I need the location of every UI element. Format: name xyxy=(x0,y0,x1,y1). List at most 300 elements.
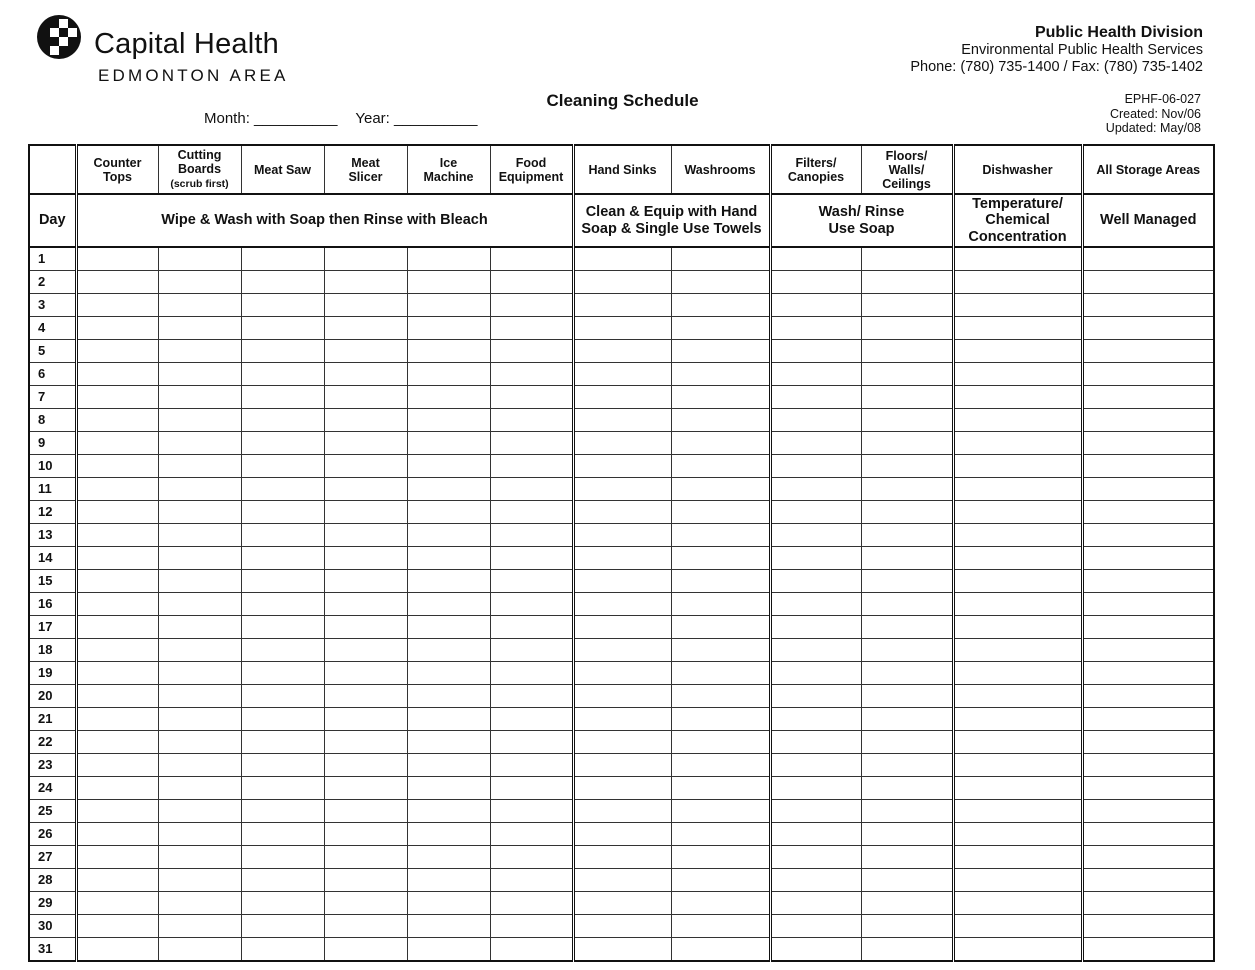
schedule-cell[interactable] xyxy=(241,846,324,869)
schedule-cell[interactable] xyxy=(573,593,671,616)
schedule-cell[interactable] xyxy=(671,386,770,409)
year-field[interactable]: Year: __________ xyxy=(355,110,478,127)
schedule-cell[interactable] xyxy=(324,455,407,478)
schedule-cell[interactable] xyxy=(671,271,770,294)
schedule-cell[interactable] xyxy=(770,754,861,777)
schedule-cell[interactable] xyxy=(671,869,770,892)
schedule-cell[interactable] xyxy=(76,247,158,271)
schedule-cell[interactable] xyxy=(671,777,770,800)
schedule-cell[interactable] xyxy=(76,869,158,892)
schedule-cell[interactable] xyxy=(1082,685,1214,708)
schedule-cell[interactable] xyxy=(407,455,490,478)
schedule-cell[interactable] xyxy=(861,501,953,524)
schedule-cell[interactable] xyxy=(1082,800,1214,823)
schedule-cell[interactable] xyxy=(573,777,671,800)
schedule-cell[interactable] xyxy=(573,639,671,662)
schedule-cell[interactable] xyxy=(953,731,1082,754)
schedule-cell[interactable] xyxy=(671,501,770,524)
schedule-cell[interactable] xyxy=(76,547,158,570)
schedule-cell[interactable] xyxy=(324,593,407,616)
schedule-cell[interactable] xyxy=(76,800,158,823)
schedule-cell[interactable] xyxy=(671,363,770,386)
schedule-cell[interactable] xyxy=(76,409,158,432)
schedule-cell[interactable] xyxy=(573,317,671,340)
schedule-cell[interactable] xyxy=(671,524,770,547)
schedule-cell[interactable] xyxy=(1082,823,1214,846)
schedule-cell[interactable] xyxy=(1082,247,1214,271)
schedule-cell[interactable] xyxy=(770,455,861,478)
schedule-cell[interactable] xyxy=(671,593,770,616)
schedule-cell[interactable] xyxy=(861,409,953,432)
schedule-cell[interactable] xyxy=(407,800,490,823)
schedule-cell[interactable] xyxy=(241,823,324,846)
schedule-cell[interactable] xyxy=(241,409,324,432)
schedule-cell[interactable] xyxy=(407,363,490,386)
schedule-cell[interactable] xyxy=(158,478,241,501)
schedule-cell[interactable] xyxy=(241,570,324,593)
schedule-cell[interactable] xyxy=(770,501,861,524)
schedule-cell[interactable] xyxy=(1082,777,1214,800)
schedule-cell[interactable] xyxy=(158,409,241,432)
schedule-cell[interactable] xyxy=(953,317,1082,340)
schedule-cell[interactable] xyxy=(573,363,671,386)
schedule-cell[interactable] xyxy=(490,938,573,962)
schedule-cell[interactable] xyxy=(770,570,861,593)
schedule-cell[interactable] xyxy=(490,386,573,409)
schedule-cell[interactable] xyxy=(671,754,770,777)
schedule-cell[interactable] xyxy=(861,317,953,340)
schedule-cell[interactable] xyxy=(407,247,490,271)
schedule-cell[interactable] xyxy=(671,478,770,501)
schedule-cell[interactable] xyxy=(490,639,573,662)
schedule-cell[interactable] xyxy=(76,363,158,386)
schedule-cell[interactable] xyxy=(573,386,671,409)
schedule-cell[interactable] xyxy=(1082,409,1214,432)
schedule-cell[interactable] xyxy=(573,662,671,685)
schedule-cell[interactable] xyxy=(1082,639,1214,662)
schedule-cell[interactable] xyxy=(324,915,407,938)
schedule-cell[interactable] xyxy=(76,662,158,685)
schedule-cell[interactable] xyxy=(324,892,407,915)
schedule-cell[interactable] xyxy=(1082,731,1214,754)
schedule-cell[interactable] xyxy=(76,708,158,731)
schedule-cell[interactable] xyxy=(490,409,573,432)
schedule-cell[interactable] xyxy=(953,478,1082,501)
schedule-cell[interactable] xyxy=(490,570,573,593)
schedule-cell[interactable] xyxy=(490,363,573,386)
schedule-cell[interactable] xyxy=(770,731,861,754)
schedule-cell[interactable] xyxy=(671,616,770,639)
schedule-cell[interactable] xyxy=(158,524,241,547)
schedule-cell[interactable] xyxy=(671,800,770,823)
schedule-cell[interactable] xyxy=(1082,455,1214,478)
schedule-cell[interactable] xyxy=(770,639,861,662)
schedule-cell[interactable] xyxy=(324,938,407,962)
schedule-cell[interactable] xyxy=(573,340,671,363)
schedule-cell[interactable] xyxy=(573,455,671,478)
schedule-cell[interactable] xyxy=(1082,754,1214,777)
schedule-cell[interactable] xyxy=(861,754,953,777)
schedule-cell[interactable] xyxy=(407,777,490,800)
schedule-cell[interactable] xyxy=(407,386,490,409)
schedule-cell[interactable] xyxy=(861,386,953,409)
schedule-cell[interactable] xyxy=(490,892,573,915)
schedule-cell[interactable] xyxy=(490,340,573,363)
schedule-cell[interactable] xyxy=(953,708,1082,731)
schedule-cell[interactable] xyxy=(158,938,241,962)
schedule-cell[interactable] xyxy=(1082,708,1214,731)
schedule-cell[interactable] xyxy=(158,777,241,800)
schedule-cell[interactable] xyxy=(407,616,490,639)
schedule-cell[interactable] xyxy=(573,731,671,754)
schedule-cell[interactable] xyxy=(241,340,324,363)
schedule-cell[interactable] xyxy=(573,708,671,731)
schedule-cell[interactable] xyxy=(490,662,573,685)
schedule-cell[interactable] xyxy=(671,432,770,455)
schedule-cell[interactable] xyxy=(76,823,158,846)
schedule-cell[interactable] xyxy=(158,708,241,731)
schedule-cell[interactable] xyxy=(158,247,241,271)
schedule-cell[interactable] xyxy=(490,294,573,317)
schedule-cell[interactable] xyxy=(1082,524,1214,547)
schedule-cell[interactable] xyxy=(770,593,861,616)
schedule-cell[interactable] xyxy=(770,869,861,892)
schedule-cell[interactable] xyxy=(573,570,671,593)
schedule-cell[interactable] xyxy=(861,340,953,363)
schedule-cell[interactable] xyxy=(770,317,861,340)
schedule-cell[interactable] xyxy=(861,708,953,731)
schedule-cell[interactable] xyxy=(241,547,324,570)
schedule-cell[interactable] xyxy=(407,708,490,731)
schedule-cell[interactable] xyxy=(770,938,861,962)
schedule-cell[interactable] xyxy=(76,432,158,455)
schedule-cell[interactable] xyxy=(76,616,158,639)
schedule-cell[interactable] xyxy=(407,639,490,662)
schedule-cell[interactable] xyxy=(324,294,407,317)
schedule-cell[interactable] xyxy=(76,340,158,363)
schedule-cell[interactable] xyxy=(770,271,861,294)
schedule-cell[interactable] xyxy=(1082,317,1214,340)
schedule-cell[interactable] xyxy=(324,271,407,294)
schedule-cell[interactable] xyxy=(770,800,861,823)
schedule-cell[interactable] xyxy=(953,869,1082,892)
schedule-cell[interactable] xyxy=(324,570,407,593)
schedule-cell[interactable] xyxy=(407,869,490,892)
schedule-cell[interactable] xyxy=(861,593,953,616)
schedule-cell[interactable] xyxy=(1082,363,1214,386)
schedule-cell[interactable] xyxy=(324,731,407,754)
schedule-cell[interactable] xyxy=(407,754,490,777)
schedule-cell[interactable] xyxy=(1082,547,1214,570)
schedule-cell[interactable] xyxy=(573,915,671,938)
schedule-cell[interactable] xyxy=(1082,593,1214,616)
schedule-cell[interactable] xyxy=(324,800,407,823)
schedule-cell[interactable] xyxy=(158,547,241,570)
schedule-cell[interactable] xyxy=(76,777,158,800)
schedule-cell[interactable] xyxy=(573,938,671,962)
schedule-cell[interactable] xyxy=(953,340,1082,363)
schedule-cell[interactable] xyxy=(407,662,490,685)
month-field[interactable]: Month: __________ xyxy=(204,110,338,127)
schedule-cell[interactable] xyxy=(953,363,1082,386)
schedule-cell[interactable] xyxy=(671,294,770,317)
schedule-cell[interactable] xyxy=(407,846,490,869)
schedule-cell[interactable] xyxy=(490,271,573,294)
schedule-cell[interactable] xyxy=(861,938,953,962)
schedule-cell[interactable] xyxy=(770,409,861,432)
schedule-cell[interactable] xyxy=(241,478,324,501)
schedule-cell[interactable] xyxy=(490,869,573,892)
schedule-cell[interactable] xyxy=(158,662,241,685)
schedule-cell[interactable] xyxy=(241,363,324,386)
schedule-cell[interactable] xyxy=(324,340,407,363)
schedule-cell[interactable] xyxy=(324,846,407,869)
schedule-cell[interactable] xyxy=(953,409,1082,432)
schedule-cell[interactable] xyxy=(1082,478,1214,501)
schedule-cell[interactable] xyxy=(407,547,490,570)
schedule-cell[interactable] xyxy=(490,455,573,478)
schedule-cell[interactable] xyxy=(1082,570,1214,593)
schedule-cell[interactable] xyxy=(241,800,324,823)
schedule-cell[interactable] xyxy=(671,708,770,731)
schedule-cell[interactable] xyxy=(1082,271,1214,294)
schedule-cell[interactable] xyxy=(158,685,241,708)
schedule-cell[interactable] xyxy=(490,501,573,524)
schedule-cell[interactable] xyxy=(241,247,324,271)
schedule-cell[interactable] xyxy=(158,570,241,593)
schedule-cell[interactable] xyxy=(158,800,241,823)
schedule-cell[interactable] xyxy=(324,317,407,340)
schedule-cell[interactable] xyxy=(490,731,573,754)
schedule-cell[interactable] xyxy=(573,547,671,570)
schedule-cell[interactable] xyxy=(953,823,1082,846)
schedule-cell[interactable] xyxy=(324,501,407,524)
schedule-cell[interactable] xyxy=(573,846,671,869)
schedule-cell[interactable] xyxy=(861,731,953,754)
schedule-cell[interactable] xyxy=(76,938,158,962)
schedule-cell[interactable] xyxy=(324,823,407,846)
schedule-cell[interactable] xyxy=(953,800,1082,823)
schedule-cell[interactable] xyxy=(953,593,1082,616)
schedule-cell[interactable] xyxy=(76,294,158,317)
schedule-cell[interactable] xyxy=(573,685,671,708)
schedule-cell[interactable] xyxy=(407,685,490,708)
schedule-cell[interactable] xyxy=(671,547,770,570)
schedule-cell[interactable] xyxy=(490,593,573,616)
schedule-cell[interactable] xyxy=(953,777,1082,800)
schedule-cell[interactable] xyxy=(573,754,671,777)
schedule-cell[interactable] xyxy=(573,247,671,271)
schedule-cell[interactable] xyxy=(76,478,158,501)
schedule-cell[interactable] xyxy=(324,662,407,685)
schedule-cell[interactable] xyxy=(770,547,861,570)
schedule-cell[interactable] xyxy=(241,892,324,915)
schedule-cell[interactable] xyxy=(407,823,490,846)
schedule-cell[interactable] xyxy=(861,869,953,892)
schedule-cell[interactable] xyxy=(407,501,490,524)
schedule-cell[interactable] xyxy=(76,846,158,869)
schedule-cell[interactable] xyxy=(407,731,490,754)
schedule-cell[interactable] xyxy=(324,708,407,731)
schedule-cell[interactable] xyxy=(861,823,953,846)
schedule-cell[interactable] xyxy=(1082,386,1214,409)
schedule-cell[interactable] xyxy=(953,754,1082,777)
schedule-cell[interactable] xyxy=(770,386,861,409)
schedule-cell[interactable] xyxy=(241,501,324,524)
schedule-cell[interactable] xyxy=(241,432,324,455)
schedule-cell[interactable] xyxy=(953,892,1082,915)
schedule-cell[interactable] xyxy=(158,317,241,340)
schedule-cell[interactable] xyxy=(953,938,1082,962)
schedule-cell[interactable] xyxy=(158,432,241,455)
schedule-cell[interactable] xyxy=(490,915,573,938)
schedule-cell[interactable] xyxy=(76,892,158,915)
schedule-cell[interactable] xyxy=(861,478,953,501)
schedule-cell[interactable] xyxy=(573,892,671,915)
schedule-cell[interactable] xyxy=(770,340,861,363)
schedule-cell[interactable] xyxy=(1082,938,1214,962)
schedule-cell[interactable] xyxy=(241,915,324,938)
schedule-cell[interactable] xyxy=(490,685,573,708)
schedule-cell[interactable] xyxy=(158,501,241,524)
schedule-cell[interactable] xyxy=(671,455,770,478)
schedule-cell[interactable] xyxy=(76,455,158,478)
schedule-cell[interactable] xyxy=(953,639,1082,662)
schedule-cell[interactable] xyxy=(671,892,770,915)
schedule-cell[interactable] xyxy=(158,386,241,409)
schedule-cell[interactable] xyxy=(407,593,490,616)
schedule-cell[interactable] xyxy=(573,524,671,547)
schedule-cell[interactable] xyxy=(573,271,671,294)
schedule-cell[interactable] xyxy=(158,846,241,869)
schedule-cell[interactable] xyxy=(241,317,324,340)
schedule-cell[interactable] xyxy=(241,455,324,478)
schedule-cell[interactable] xyxy=(953,915,1082,938)
schedule-cell[interactable] xyxy=(407,570,490,593)
schedule-cell[interactable] xyxy=(671,685,770,708)
schedule-cell[interactable] xyxy=(671,409,770,432)
schedule-cell[interactable] xyxy=(158,363,241,386)
schedule-cell[interactable] xyxy=(490,846,573,869)
schedule-cell[interactable] xyxy=(158,915,241,938)
schedule-cell[interactable] xyxy=(573,869,671,892)
schedule-cell[interactable] xyxy=(407,432,490,455)
schedule-cell[interactable] xyxy=(861,662,953,685)
schedule-cell[interactable] xyxy=(490,800,573,823)
schedule-cell[interactable] xyxy=(241,271,324,294)
schedule-cell[interactable] xyxy=(241,593,324,616)
schedule-cell[interactable] xyxy=(671,639,770,662)
schedule-cell[interactable] xyxy=(324,754,407,777)
schedule-cell[interactable] xyxy=(671,662,770,685)
schedule-cell[interactable] xyxy=(953,662,1082,685)
schedule-cell[interactable] xyxy=(573,409,671,432)
schedule-cell[interactable] xyxy=(1082,616,1214,639)
schedule-cell[interactable] xyxy=(953,432,1082,455)
schedule-cell[interactable] xyxy=(324,386,407,409)
schedule-cell[interactable] xyxy=(861,570,953,593)
schedule-cell[interactable] xyxy=(324,409,407,432)
schedule-cell[interactable] xyxy=(861,294,953,317)
schedule-cell[interactable] xyxy=(861,800,953,823)
schedule-cell[interactable] xyxy=(770,524,861,547)
schedule-cell[interactable] xyxy=(324,247,407,271)
schedule-cell[interactable] xyxy=(861,685,953,708)
schedule-cell[interactable] xyxy=(490,823,573,846)
schedule-cell[interactable] xyxy=(158,340,241,363)
schedule-cell[interactable] xyxy=(770,432,861,455)
schedule-cell[interactable] xyxy=(861,639,953,662)
schedule-cell[interactable] xyxy=(671,915,770,938)
schedule-cell[interactable] xyxy=(76,754,158,777)
schedule-cell[interactable] xyxy=(324,639,407,662)
schedule-cell[interactable] xyxy=(770,662,861,685)
schedule-cell[interactable] xyxy=(158,271,241,294)
schedule-cell[interactable] xyxy=(241,731,324,754)
schedule-cell[interactable] xyxy=(770,478,861,501)
schedule-cell[interactable] xyxy=(490,524,573,547)
schedule-cell[interactable] xyxy=(1082,662,1214,685)
schedule-cell[interactable] xyxy=(1082,340,1214,363)
schedule-cell[interactable] xyxy=(770,915,861,938)
schedule-cell[interactable] xyxy=(490,708,573,731)
schedule-cell[interactable] xyxy=(861,846,953,869)
schedule-cell[interactable] xyxy=(861,547,953,570)
schedule-cell[interactable] xyxy=(407,524,490,547)
schedule-cell[interactable] xyxy=(407,271,490,294)
schedule-cell[interactable] xyxy=(324,478,407,501)
schedule-cell[interactable] xyxy=(861,915,953,938)
schedule-cell[interactable] xyxy=(861,271,953,294)
schedule-cell[interactable] xyxy=(573,432,671,455)
schedule-cell[interactable] xyxy=(953,386,1082,409)
schedule-cell[interactable] xyxy=(953,685,1082,708)
schedule-cell[interactable] xyxy=(76,570,158,593)
schedule-cell[interactable] xyxy=(573,800,671,823)
schedule-cell[interactable] xyxy=(158,869,241,892)
schedule-cell[interactable] xyxy=(490,777,573,800)
schedule-cell[interactable] xyxy=(76,915,158,938)
schedule-cell[interactable] xyxy=(241,777,324,800)
schedule-cell[interactable] xyxy=(573,616,671,639)
schedule-cell[interactable] xyxy=(671,247,770,271)
schedule-cell[interactable] xyxy=(241,639,324,662)
schedule-cell[interactable] xyxy=(1082,294,1214,317)
schedule-cell[interactable] xyxy=(953,616,1082,639)
schedule-cell[interactable] xyxy=(490,432,573,455)
schedule-cell[interactable] xyxy=(573,823,671,846)
schedule-cell[interactable] xyxy=(861,432,953,455)
schedule-cell[interactable] xyxy=(953,547,1082,570)
schedule-cell[interactable] xyxy=(1082,915,1214,938)
schedule-cell[interactable] xyxy=(241,754,324,777)
schedule-cell[interactable] xyxy=(241,386,324,409)
schedule-cell[interactable] xyxy=(1082,432,1214,455)
schedule-cell[interactable] xyxy=(241,662,324,685)
schedule-cell[interactable] xyxy=(76,593,158,616)
schedule-cell[interactable] xyxy=(158,294,241,317)
schedule-cell[interactable] xyxy=(324,547,407,570)
schedule-cell[interactable] xyxy=(407,340,490,363)
schedule-cell[interactable] xyxy=(671,846,770,869)
schedule-cell[interactable] xyxy=(158,639,241,662)
schedule-cell[interactable] xyxy=(76,317,158,340)
schedule-cell[interactable] xyxy=(671,938,770,962)
schedule-cell[interactable] xyxy=(324,363,407,386)
schedule-cell[interactable] xyxy=(76,731,158,754)
schedule-cell[interactable] xyxy=(770,846,861,869)
schedule-cell[interactable] xyxy=(861,363,953,386)
